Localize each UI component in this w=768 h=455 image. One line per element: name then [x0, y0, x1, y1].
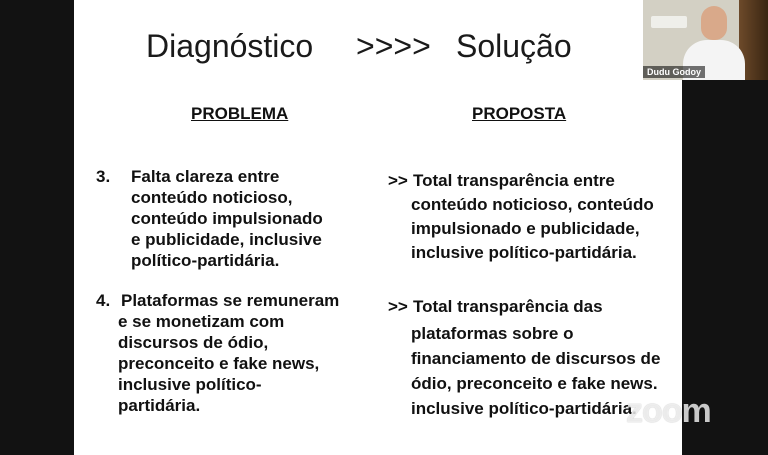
problem-line: e publicidade, inclusive: [131, 230, 322, 249]
left-letterbox: [0, 0, 74, 455]
problem-number: 4.: [96, 291, 111, 310]
problem-header: PROBLEMA: [191, 104, 289, 123]
proposal-line: financiamento de discursos de: [411, 349, 661, 368]
title-arrows: >>>>: [356, 28, 431, 64]
participant-video-thumbnail[interactable]: [643, 0, 768, 80]
air-conditioner-shape: [651, 16, 687, 28]
title-solucao: Solução: [456, 28, 572, 64]
problem-line: discursos de ódio,: [118, 333, 269, 352]
problem-line: inclusive político-: [118, 375, 262, 394]
problem-line: conteúdo noticioso,: [131, 188, 293, 207]
proposal-line: Total transparência entre: [413, 171, 615, 190]
shared-slide: [74, 0, 682, 455]
problem-line: preconceito e fake news,: [118, 354, 320, 373]
proposal-line: plataformas sobre o: [411, 324, 574, 343]
title-diagnostico: Diagnóstico: [146, 28, 314, 64]
proposal-line: ódio, preconceito e fake news.: [411, 374, 658, 393]
proposal-line: Total transparência das: [413, 297, 603, 316]
zoom-watermark-logo: zoom: [626, 392, 711, 430]
proposal-line: inclusive político-partidária.: [411, 399, 637, 418]
problem-number: 3.: [96, 167, 111, 186]
proposal-prefix: >>: [388, 171, 408, 190]
proposal-prefix: >>: [388, 297, 408, 316]
participant-head: [701, 6, 727, 40]
proposal-header: PROPOSTA: [472, 104, 567, 123]
proposal-line: inclusive político-partidária.: [411, 243, 637, 262]
problem-line: Falta clareza entre: [131, 167, 280, 186]
problem-line: e se monetizam com: [118, 312, 285, 331]
problem-line: Plataformas se remuneram: [121, 291, 340, 310]
proposal-line: impulsionado e publicidade,: [411, 219, 640, 238]
proposal-line: conteúdo noticioso, conteúdo: [411, 195, 654, 214]
participant-name-label: Dudu Godoy: [643, 66, 705, 78]
problem-line: conteúdo impulsionado: [131, 209, 323, 228]
problem-line: político-partidária.: [131, 251, 280, 270]
problem-line: partidária.: [118, 396, 201, 415]
